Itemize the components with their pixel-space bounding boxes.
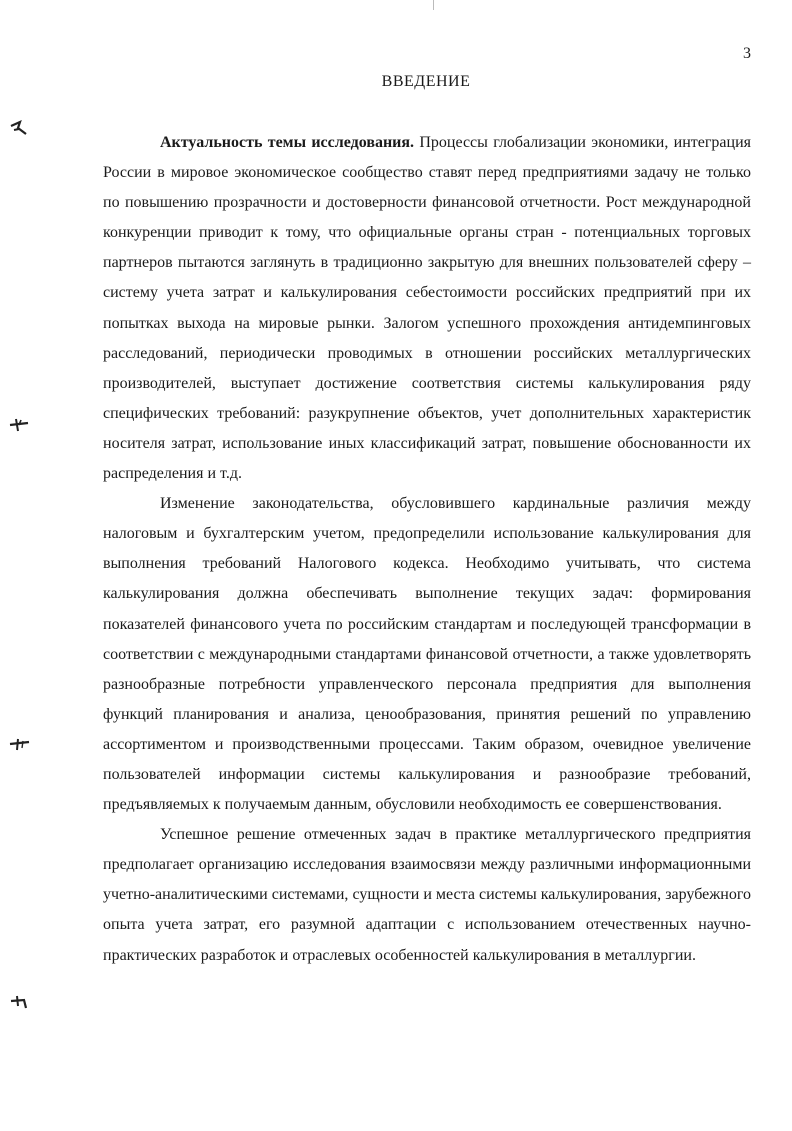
page-title: ВВЕДЕНИЕ: [381, 73, 471, 90]
paragraph-text: Процессы глобализации экономики, интеграция России в мировое экономическое сообщество ставят перед предприятиями задачу не только по повышению прозрачности и достоверности финансовой отчетности. Рост международной конкуренции приводит к тому, что официальные органы стран - потенциальных торговых партнеров пытаются заглянуть в традиционно закрытую для внешних пользователей сферу – систему учета затрат и калькулирования себестоимости российских предприятий при их попытках выхода на мировые рынки. Залогом успешного прохождения антидемпинговых расследований, периодически проводимых в отношении российских металлургических производителей, выступает достижение соответствия системы калькулирования ряду специфических требований: разукрупнение объектов, учет дополнительных характеристик носителя затрат, использование иных классификаций затрат, повышение обоснованности их распределения и т.д.: [103, 134, 751, 483]
paragraph-solution: Успешное решение отмеченных задач в практике металлургического предприятия предполагает организацию исследования взаимосвязи между различными информационными учетно-аналитическими системами, сущности и места системы калькулирования, зарубежного опыта учета затрат, его разумной адаптации с использованием отечественных научно-практических разработок и отраслевых особенностей калькулирования в металлургии.: [103, 826, 751, 964]
page-number: 3: [743, 45, 751, 62]
binding-mark-icon: [8, 994, 30, 1012]
binding-mark-icon: [8, 416, 30, 434]
binding-mark-icon: [8, 120, 30, 138]
paragraph-relevance: [103, 128, 751, 489]
paragraph-lead: Актуальность темы исследования.: [160, 134, 415, 151]
binding-mark-icon: [8, 736, 30, 754]
document-body: [103, 128, 751, 971]
paragraph-legislation: Изменение законодательства, обусловившего кардинальные различия между налоговым и бухгалтерским учетом, предопределили использование калькулирования для выполнения требований Налогового кодекса. Необходимо учитывать, что система калькулирования должна обеспечивать выполнение текущих задач: формирования показателей финансового учета по российским стандартам и последующей трансформации в соответствии с международными стандартами финансовой отчетности, а также удовлетворять разнообразные потребности управленческого персонала предприятия для выполнения функций планирования и анализа, ценообразования, принятия решений по управлению ассортиментом и производственными процессами. Таким образом, очевидное увеличение пользователей информации системы калькулирования и разнообразие требований, предъявляемых к получаемым данным, обусловили необходимость ее совершенствования.: [103, 495, 751, 814]
scan-artifact-tick: [433, 0, 434, 10]
